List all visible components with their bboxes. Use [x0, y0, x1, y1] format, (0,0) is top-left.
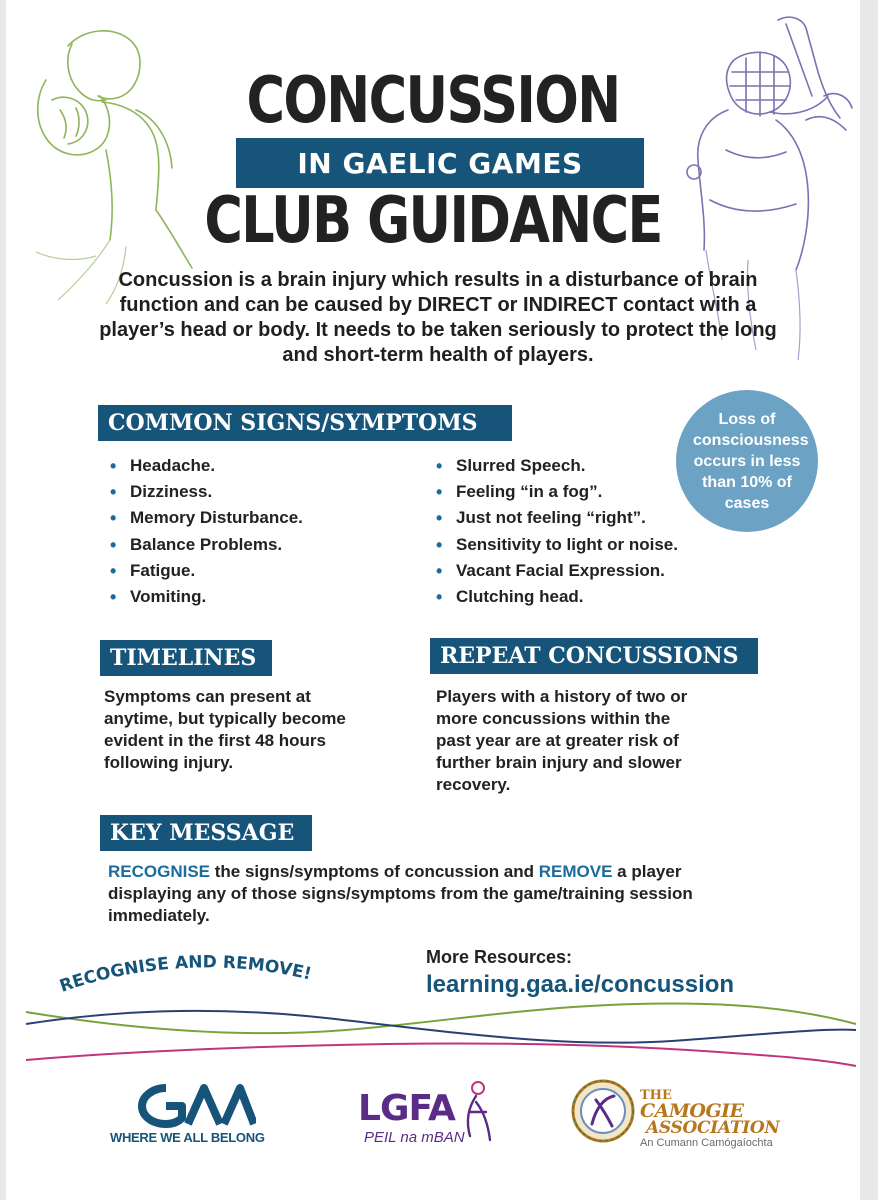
key-message-mid: the signs/symptoms of concussion and	[210, 862, 539, 881]
camogie-irish-name: An Cumann Camógaíochta	[640, 1137, 773, 1149]
resources-link[interactable]: learning.gaa.ie/concussion	[426, 971, 735, 998]
wave-navy	[26, 1011, 856, 1043]
title-club-guidance: CLUB GUIDANCE	[204, 184, 662, 258]
list-item: • Sensitivity to light or noise.	[434, 534, 734, 560]
list-item: • Just not feeling “right”.	[434, 507, 734, 533]
list-item: • Vacant Facial Expression.	[434, 560, 734, 586]
more-resources-label: More Resources:	[426, 947, 573, 967]
gaa-tagline: WHERE WE ALL BELONG	[110, 1130, 265, 1145]
symptoms-heading: COMMON SIGNS/SYMPTOMS	[98, 405, 512, 441]
slogan-textpath: RECOGNISE AND REMOVE!	[57, 952, 314, 997]
camogie-name: CAMOGIE	[640, 1100, 744, 1122]
key-message-text	[108, 861, 748, 927]
key-message-rest: a player displaying any of those signs/symptoms from the game/training session immediately.	[108, 862, 693, 925]
list-item: • Feeling “in a fog”.	[434, 481, 734, 507]
list-item: • Headache.	[108, 455, 408, 481]
sliotar-icon	[687, 165, 701, 179]
repeat-heading: REPEAT CONCUSSIONS	[430, 638, 758, 674]
list-item: • Vomiting.	[108, 586, 408, 612]
title-concussion: CONCUSSION	[246, 64, 620, 138]
key-message-heading: KEY MESSAGE	[100, 815, 312, 851]
wave-green	[26, 1003, 856, 1033]
lgfa-tagline: PEIL na mBAN	[364, 1129, 465, 1146]
intro-paragraph: Concussion is a brain injury which results in a disturbance of brain function and can be caused by DIRECT or INDIRECT contact with a player’s head or body. It needs to be taken seriously to protect the long and short-term health of players.	[99, 269, 777, 366]
subtitle-banner: IN GAELIC GAMES	[236, 138, 644, 188]
gaa-logo	[136, 1080, 256, 1130]
key-word-recognise: RECOGNISE	[108, 862, 211, 881]
camogie-crest-icon	[570, 1078, 636, 1144]
wave-magenta	[26, 1043, 856, 1066]
list-item: • Dizziness.	[108, 481, 408, 507]
lgfa-logo: LGFA	[358, 1088, 455, 1129]
key-word-remove: REMOVE	[538, 862, 613, 881]
list-item: • Memory Disturbance.	[108, 507, 408, 533]
camogie-association: ASSOCIATION	[646, 1118, 780, 1138]
list-item: • Clutching head.	[434, 586, 734, 612]
list-item: • Fatigue.	[108, 560, 408, 586]
slogan-text	[57, 952, 313, 996]
timelines-heading: TIMELINES	[100, 640, 272, 676]
timelines-text: Symptoms can present at anytime, but typically become evident in the first 48 hours following injury.	[104, 687, 346, 772]
list-item: • Balance Problems.	[108, 534, 408, 560]
symptoms-list-left	[108, 455, 408, 612]
callout-text: Loss of consciousness occurs in less than 10% of cases	[693, 410, 809, 512]
poster	[6, 0, 860, 1200]
list-item: • Slurred Speech.	[434, 455, 734, 481]
repeat-text: Players with a history of two or more concussions within the past year are at greater risk of further brain injury and slower recovery.	[436, 687, 688, 794]
consciousness-callout	[676, 390, 818, 532]
camogie-the: THE	[640, 1088, 672, 1103]
